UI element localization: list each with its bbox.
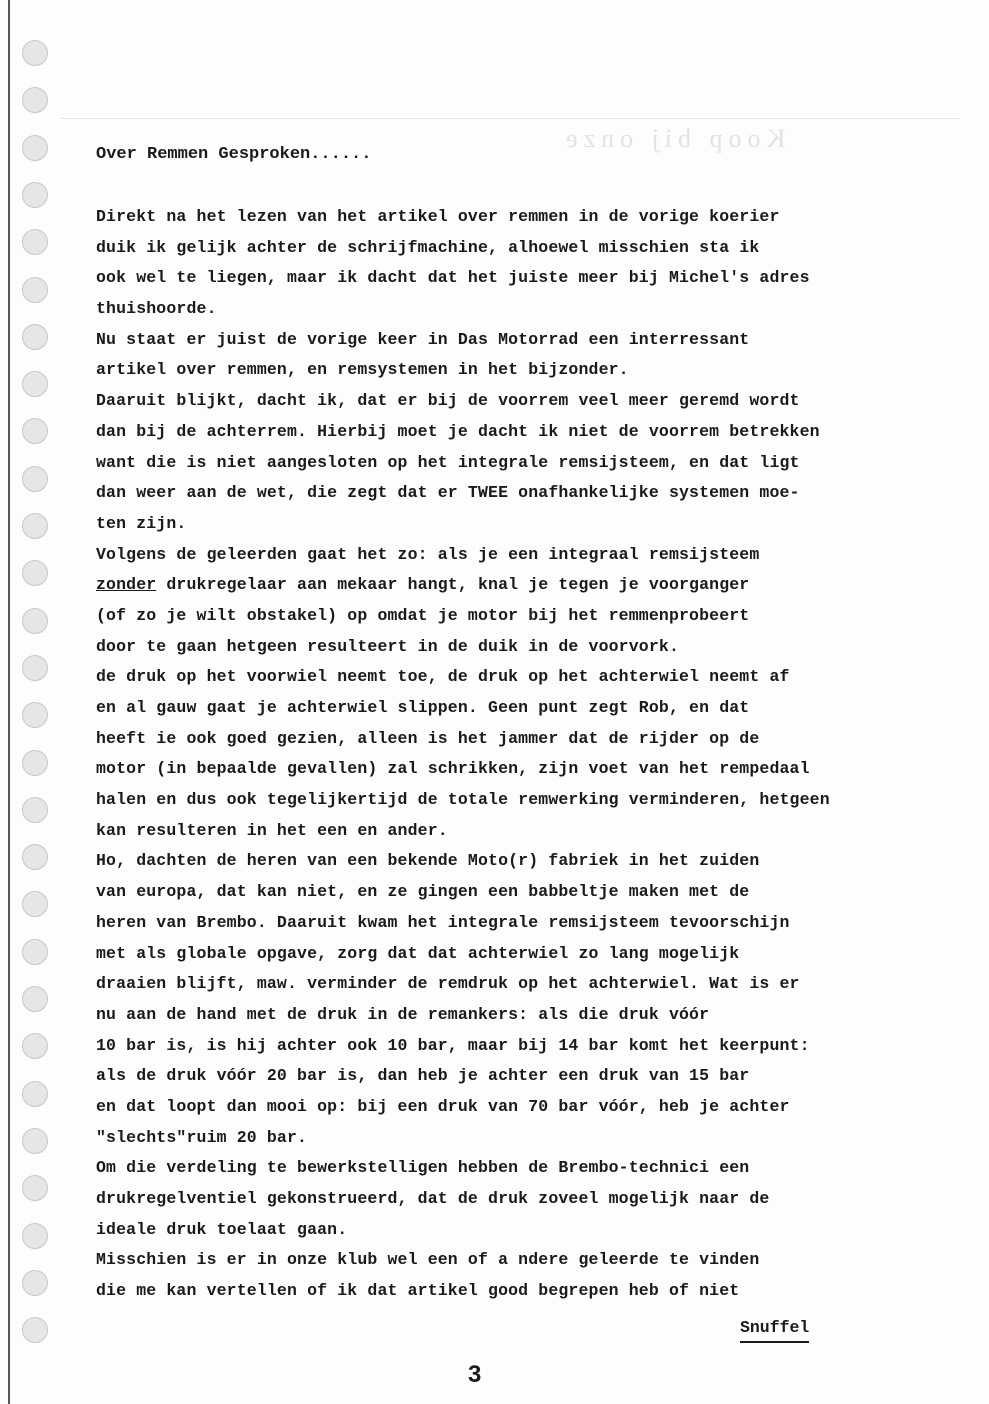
text-line: ideale druk toelaat gaan. [96,1219,348,1239]
binder-hole [22,750,48,776]
text-line: Nu staat er juist de vorige keer in Das Motorrad een interressant [96,329,750,349]
text-line: draaien blijft, maw. verminder de remdruk op het achterwiel. Wat is er [96,974,800,994]
text-line: als de druk vóór 20 bar is, dan heb je achter een druk van 15 bar [96,1066,750,1086]
bleed-through-heading: Koop bij onze [560,124,786,153]
binder-hole [22,939,48,965]
text-line: want die is niet aangesloten op het integrale remsijsteem, en dat ligt [96,452,800,472]
binder-hole [22,182,48,208]
text-line: door te gaan hetgeen resulteert in de duik in de voorvork. [96,636,679,656]
binder-hole [22,655,48,681]
binder-hole [22,371,48,397]
binder-hole [22,797,48,823]
binder-hole [22,891,48,917]
text-line: de druk op het voorwiel neemt toe, de druk op het achterwiel neemt af [96,667,790,687]
text-line: Misschien is er in onze klub wel een of a ndere geleerde te vinden [96,1250,760,1270]
text-line: (of zo je wilt obstakel) op omdat je motor bij het remmenprobeert [96,605,750,625]
author-signature: Snuffel [740,1315,809,1343]
underlined-word: zonder [96,575,157,595]
binder-hole [22,229,48,255]
text-line: nu aan de hand met de druk in de remankers: als die druk vóór [96,1004,710,1024]
article-text [96,202,976,1307]
page-number: 3 [468,1361,482,1388]
binder-hole [22,418,48,444]
binder-hole [22,1223,48,1249]
text-line: ook wel te liegen, maar ik dacht dat het juiste meer bij Michel's adres [96,268,810,288]
text-line: en al gauw gaat je achterwiel slippen. Geen punt zegt Rob, en dat [96,698,750,717]
text-line: Daaruit blijkt, dacht ik, dat er bij de voorrem veel meer geremd wordt [96,391,800,411]
text-line: met als globale opgave, zorg dat dat achterwiel zo lang mogelijk [96,943,740,963]
binder-hole [22,466,48,492]
text-line: kan resulteren in het een en ander. [96,820,448,840]
binder-hole [22,1033,48,1059]
text-line: ten zijn. [96,513,187,533]
text-line: dan weer aan de wet, die zegt dat er TWEE onafhankelijke systemen moe- [96,483,800,503]
binder-hole [22,986,48,1012]
binder-hole [22,513,48,539]
text-line: en dat loopt dan mooi op: bij een druk van 70 bar vóór, heb je achter [96,1096,790,1116]
text-line: van europa, dat kan niet, en ze gingen een babbeltje maken met de [96,882,750,902]
text-line: thuishoorde. [96,299,217,319]
line-rest: drukregelaar aan mekaar hangt, knal je tegen je voorganger [156,575,750,595]
binder-hole [22,40,48,66]
text-line: die me kan vertellen of ik dat artikel good begrepen heb of niet [96,1281,740,1301]
binder-hole [22,87,48,113]
binder-hole [22,1175,48,1201]
text-line: duik ik gelijk achter de schrijfmachine, alhoewel misschien sta ik [96,237,760,257]
binder-hole [22,1270,48,1296]
binder-hole [22,560,48,586]
text-line: heeft ie ook goed gezien, alleen is het jammer dat de rijder op de [96,728,760,748]
text-line: artikel over remmen, en remsystemen in het bijzonder. [96,360,629,380]
text-line: Om die verdeling te bewerkstelligen hebben de Brembo-technici een [96,1158,750,1178]
text-line: motor (in bepaalde gevallen) zal schrikken, zijn voet van het rempedaal [96,759,810,779]
binder-hole [22,135,48,161]
binder-hole [22,702,48,728]
text-line: drukregelventiel gekonstrueerd, dat de druk zoveel mogelijk naar de [96,1189,770,1208]
article-title: Over Remmen Gesproken...... [96,145,372,164]
binder-hole [22,1128,48,1154]
binder-hole [22,1081,48,1107]
binder-hole [22,277,48,303]
page-edge [8,0,10,1404]
text-line: Volgens de geleerden gaat het zo: als je een integraal remsijsteem [96,544,760,564]
text-line [96,570,976,601]
article-body [96,142,976,1307]
text-line: "slechts"ruim 20 bar. [96,1127,308,1147]
binder-hole [22,1317,48,1343]
binder-hole [22,608,48,634]
bleed-through-rule [60,118,960,119]
text-line: Ho, dachten de heren van een bekende Moto(r) fabriek in het zuiden [96,851,760,871]
text-line: heren van Brembo. Daaruit kwam het integrale remsijsteem tevoorschijn [96,912,790,932]
text-line: dan bij de achterrem. Hierbij moet je dacht ik niet de voorrem betrekken [96,421,820,441]
binder-hole [22,844,48,870]
text-line: Direkt na het lezen van het artikel over remmen in de vorige koerier [96,207,780,226]
binder-hole [22,324,48,350]
text-line: halen en dus ook tegelijkertijd de totale remwerking verminderen, hetgeen [96,790,830,810]
text-line: 10 bar is, is hij achter ook 10 bar, maar bij 14 bar komt het keerpunt: [96,1035,810,1055]
